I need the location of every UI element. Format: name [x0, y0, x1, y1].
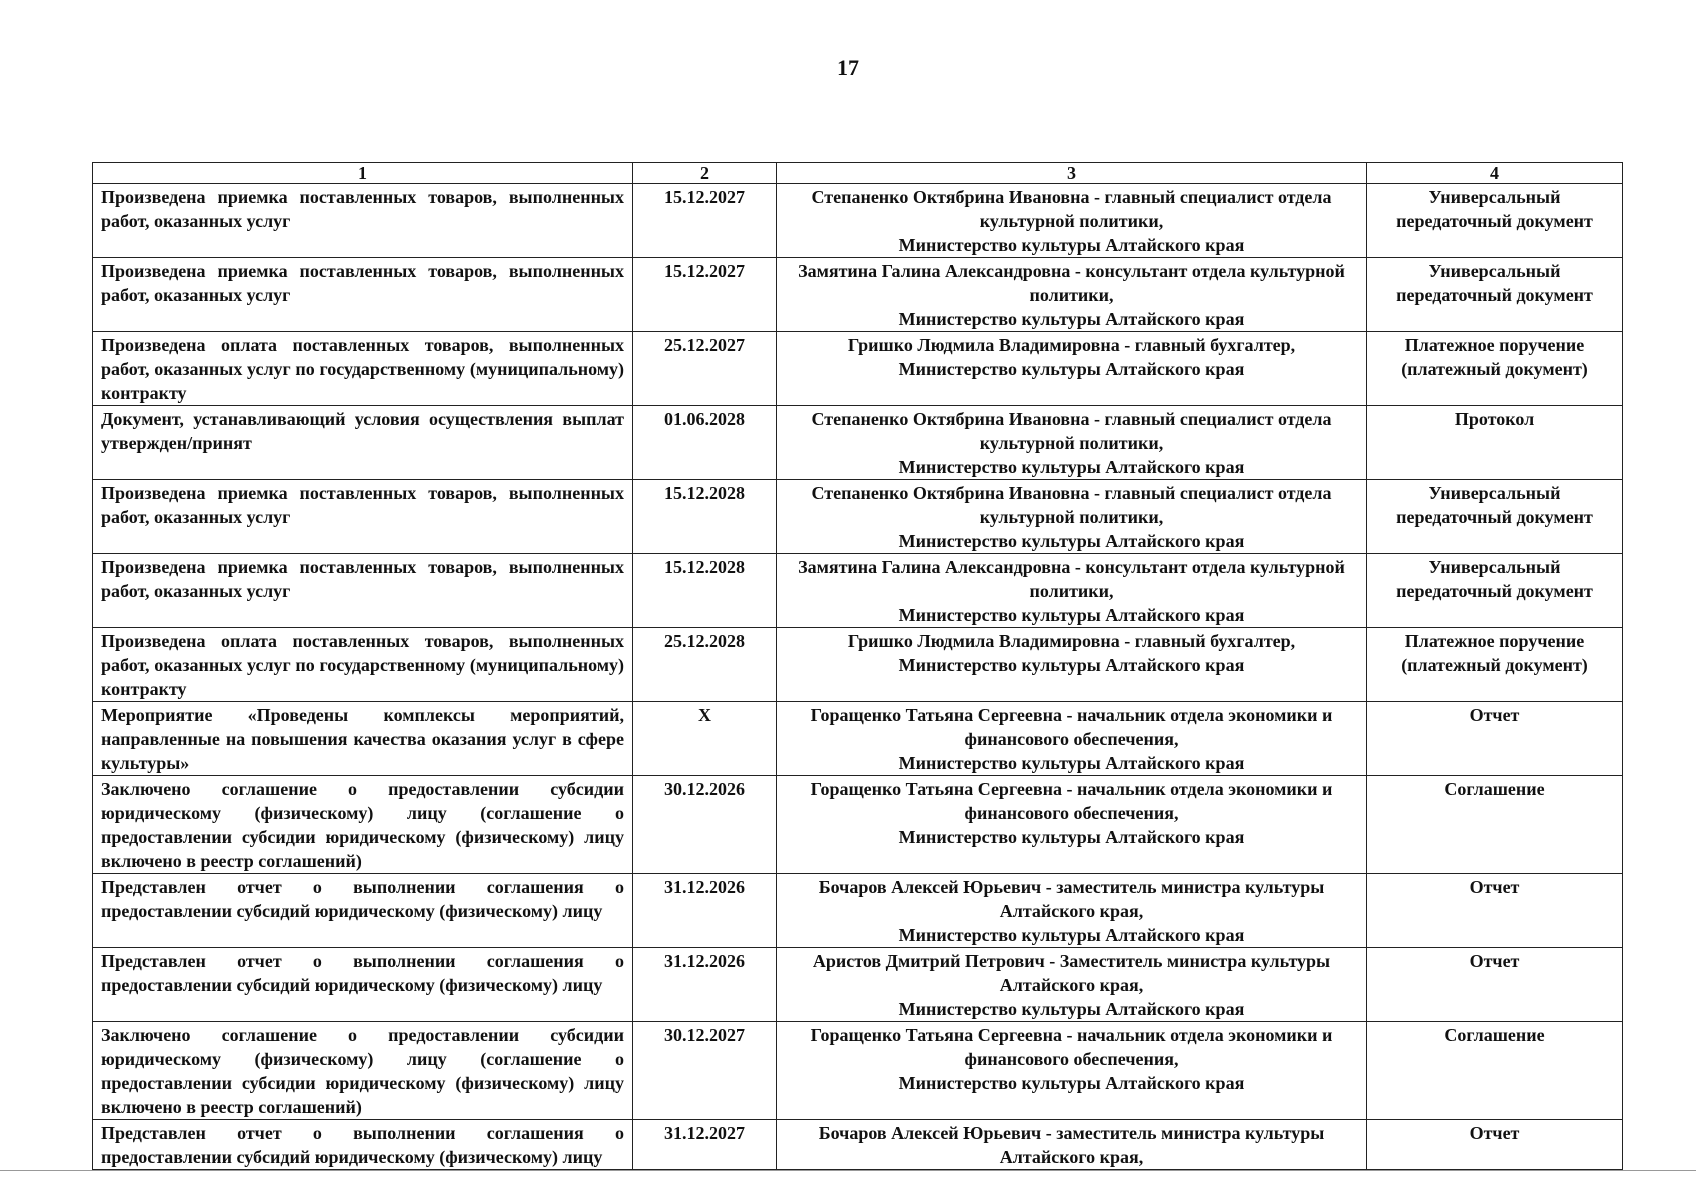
date-cell: 31.12.2027 — [633, 1120, 777, 1170]
column-header-1: 1 — [93, 163, 633, 184]
document-cell: Соглашение — [1367, 1022, 1623, 1120]
date-cell: 15.12.2028 — [633, 480, 777, 554]
responsible-cell — [777, 948, 1367, 1022]
responsible-organization: Министерство культуры Алтайского края — [898, 605, 1245, 625]
responsible-cell — [777, 258, 1367, 332]
footer-rule — [0, 1170, 1696, 1171]
date-cell: 15.12.2027 — [633, 184, 777, 258]
table-row — [93, 874, 1623, 948]
table-row — [93, 948, 1623, 1022]
responsible-cell — [777, 1120, 1367, 1170]
date-cell: 15.12.2028 — [633, 554, 777, 628]
event-cell: Произведена оплата поставленных товаров, выполненных работ, оказанных услуг по государственному (муниципальному) контракту — [93, 628, 633, 702]
date-cell: X — [633, 702, 777, 776]
event-cell: Заключено соглашение о предоставлении субсидии юридическому (физическому) лицу (соглашение о предоставлении субсидии юридическому (физическому) лицу включено в реестр соглашений) — [93, 1022, 633, 1120]
table-header-row — [93, 163, 1623, 184]
table-row — [93, 554, 1623, 628]
event-cell: Произведена оплата поставленных товаров, выполненных работ, оказанных услуг по государственному (муниципальному) контракту — [93, 332, 633, 406]
table-row — [93, 628, 1623, 702]
responsible-organization: Министерство культуры Алтайского края — [898, 1073, 1245, 1093]
event-cell: Мероприятие «Проведены комплексы мероприятий, направленные на повышения качества оказания услуг в сфере культуры» — [93, 702, 633, 776]
responsible-organization: Министерство культуры Алтайского края — [898, 827, 1245, 847]
table-row — [93, 406, 1623, 480]
table-row — [93, 776, 1623, 874]
responsible-organization: Министерство культуры Алтайского края — [898, 655, 1245, 675]
document-cell: Отчет — [1367, 702, 1623, 776]
responsible-person: Степаненко Октябрина Ивановна - главный специалист отдела культурной политики, — [811, 187, 1332, 231]
table-row — [93, 258, 1623, 332]
responsible-organization: Министерство культуры Алтайского края — [898, 359, 1245, 379]
responsible-person: Бочаров Алексей Юрьевич - заместитель министра культуры Алтайского края, — [818, 877, 1325, 921]
responsible-cell — [777, 628, 1367, 702]
date-cell: 01.06.2028 — [633, 406, 777, 480]
responsible-cell — [777, 332, 1367, 406]
column-header-4: 4 — [1367, 163, 1623, 184]
event-cell: Представлен отчет о выполнении соглашения о предоставлении субсидий юридическому (физическому) лицу — [93, 874, 633, 948]
date-cell: 31.12.2026 — [633, 948, 777, 1022]
document-cell: Отчет — [1367, 1120, 1623, 1170]
document-cell: Универсальный передаточный документ — [1367, 184, 1623, 258]
responsible-cell — [777, 480, 1367, 554]
column-header-2: 2 — [633, 163, 777, 184]
responsible-cell — [777, 406, 1367, 480]
responsible-cell — [777, 702, 1367, 776]
responsible-organization: Министерство культуры Алтайского края — [898, 457, 1245, 477]
event-cell: Произведена приемка поставленных товаров, выполненных работ, оказанных услуг — [93, 258, 633, 332]
date-cell: 30.12.2027 — [633, 1022, 777, 1120]
responsible-cell — [777, 1022, 1367, 1120]
responsible-person: Замятина Галина Александровна - консультант отдела культурной политики, — [798, 557, 1345, 601]
responsible-person: Горащенко Татьяна Сергеевна - начальник отдела экономики и финансового обеспечения, — [810, 705, 1333, 749]
document-cell: Отчет — [1367, 874, 1623, 948]
table-row — [93, 702, 1623, 776]
event-cell: Произведена приемка поставленных товаров, выполненных работ, оказанных услуг — [93, 554, 633, 628]
responsible-person: Замятина Галина Александровна - консультант отдела культурной политики, — [798, 261, 1345, 305]
date-cell: 25.12.2027 — [633, 332, 777, 406]
responsible-organization: Министерство культуры Алтайского края — [898, 531, 1245, 551]
responsible-person: Бочаров Алексей Юрьевич - заместитель министра культуры Алтайского края, — [818, 1123, 1325, 1167]
date-cell: 15.12.2027 — [633, 258, 777, 332]
event-cell: Документ, устанавливающий условия осуществления выплат утвержден/принят — [93, 406, 633, 480]
event-cell: Произведена приемка поставленных товаров, выполненных работ, оказанных услуг — [93, 184, 633, 258]
table-row — [93, 1120, 1623, 1170]
document-cell: Платежное поручение (платежный документ) — [1367, 332, 1623, 406]
responsible-person: Горащенко Татьяна Сергеевна - начальник отдела экономики и финансового обеспечения, — [810, 779, 1333, 823]
document-cell: Платежное поручение (платежный документ) — [1367, 628, 1623, 702]
document-cell: Универсальный передаточный документ — [1367, 258, 1623, 332]
responsible-cell — [777, 184, 1367, 258]
responsible-person: Гришко Людмила Владимировна - главный бухгалтер, — [847, 631, 1296, 651]
responsible-cell — [777, 874, 1367, 948]
table-row — [93, 184, 1623, 258]
event-cell: Представлен отчет о выполнении соглашения о предоставлении субсидий юридическому (физическому) лицу — [93, 948, 633, 1022]
event-cell: Представлен отчет о выполнении соглашения о предоставлении субсидий юридическому (физическому) лицу — [93, 1120, 633, 1170]
responsible-organization: Министерство культуры Алтайского края — [898, 753, 1245, 773]
responsible-person: Гришко Людмила Владимировна - главный бухгалтер, — [847, 335, 1296, 355]
event-cell: Произведена приемка поставленных товаров, выполненных работ, оказанных услуг — [93, 480, 633, 554]
document-cell: Универсальный передаточный документ — [1367, 480, 1623, 554]
responsible-person: Степаненко Октябрина Ивановна - главный специалист отдела культурной политики, — [811, 483, 1332, 527]
document-cell: Протокол — [1367, 406, 1623, 480]
document-cell: Соглашение — [1367, 776, 1623, 874]
activities-table — [92, 162, 1623, 1170]
table-row — [93, 1022, 1623, 1120]
responsible-cell — [777, 554, 1367, 628]
column-header-3: 3 — [777, 163, 1367, 184]
responsible-organization: Министерство культуры Алтайского края — [898, 235, 1245, 255]
event-cell: Заключено соглашение о предоставлении субсидии юридическому (физическому) лицу (соглашение о предоставлении субсидии юридическому (физическому) лицу включено в реестр соглашений) — [93, 776, 633, 874]
table-row — [93, 480, 1623, 554]
responsible-organization: Министерство культуры Алтайского края — [898, 309, 1245, 329]
document-cell: Отчет — [1367, 948, 1623, 1022]
table-row — [93, 332, 1623, 406]
responsible-person: Горащенко Татьяна Сергеевна - начальник отдела экономики и финансового обеспечения, — [810, 1025, 1333, 1069]
document-cell: Универсальный передаточный документ — [1367, 554, 1623, 628]
responsible-cell — [777, 776, 1367, 874]
responsible-person: Степаненко Октябрина Ивановна - главный специалист отдела культурной политики, — [811, 409, 1332, 453]
date-cell: 31.12.2026 — [633, 874, 777, 948]
responsible-organization: Министерство культуры Алтайского края — [898, 925, 1245, 945]
responsible-organization: Министерство культуры Алтайского края — [898, 999, 1245, 1019]
date-cell: 25.12.2028 — [633, 628, 777, 702]
responsible-person: Аристов Дмитрий Петрович - Заместитель министра культуры Алтайского края, — [812, 951, 1331, 995]
date-cell: 30.12.2026 — [633, 776, 777, 874]
page-number: 17 — [837, 55, 859, 80]
